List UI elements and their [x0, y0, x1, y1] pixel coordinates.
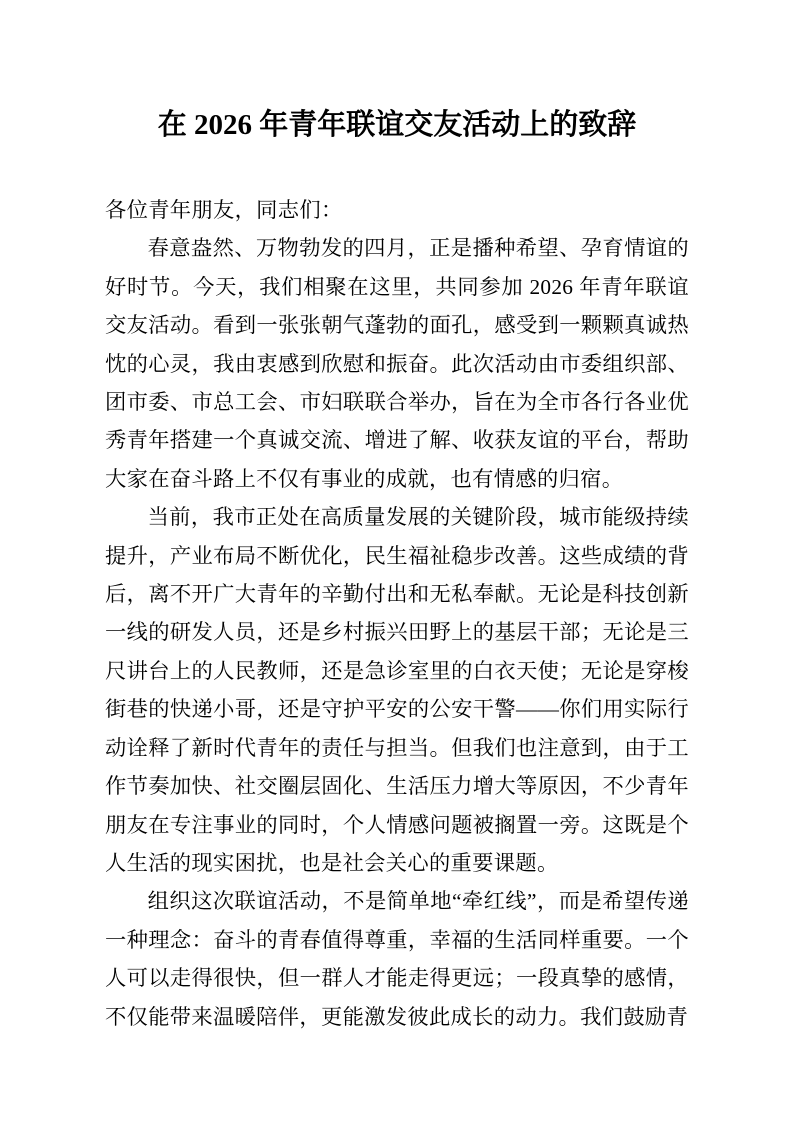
salutation-line: 各位青年朋友，同志们：: [105, 198, 343, 222]
paragraph-2: 当前，我市正处在高质量发展的关键阶段，城市能级持续提升，产业布局不断优化，民生福祉稳步改善。这些成绩的背后，离不开广大青年的辛勤付出和无私奉献。无论是科技创新一线的研发人员，还是乡村振兴田野上的基层干部；无论是三尺讲台上的人民教师，还是急诊室里的白衣天使；无论是穿梭街巷的快递小哥，还是守护平安的公安干警——你们用实际行动诠释了新时代青年的责任与担当。但我们也注意到，由于工作节奏加快、社交圈层固化、生活压力增大等原因，不少青年朋友在专注事业的同时，个人情感问题被搁置一旁。这既是个人生活的现实困扰，也是社会关心的重要课题。: [105, 505, 689, 875]
paragraph-1: 春意盎然、万物勃发的四月，正是播种希望、孕育情谊的好时节。今天，我们相聚在这里，共同参加 2026 年青年联谊交友活动。看到一张张朝气蓬勃的面孔，感受到一颗颗真诚热忱的心灵，我由衷感到欣慰和振奋。此次活动由市委组织部、团市委、市总工会、市妇联联合举办，旨在为全市各行各业优秀青年搭建一个真诚交流、增进了解、收获友谊的平台，帮助大家在奋斗路上不仅有事业的成就，也有情感的归宿。: [105, 236, 689, 491]
document-title: 在 2026 年青年联谊交友活动上的致辞: [157, 109, 637, 141]
document-body: [105, 191, 689, 1036]
paragraph-3-truncated: 组织这次联谊活动，不是简单地“牵红线”，而是希望传递一种理念：奋斗的青春值得尊重，幸福的生活同样重要。一个人可以走得很快，但一群人才能走得更远；一段真挚的感情，不仅能带来温暖陪伴，更能激发彼此成长的动力。我们鼓励青: [105, 889, 689, 1029]
